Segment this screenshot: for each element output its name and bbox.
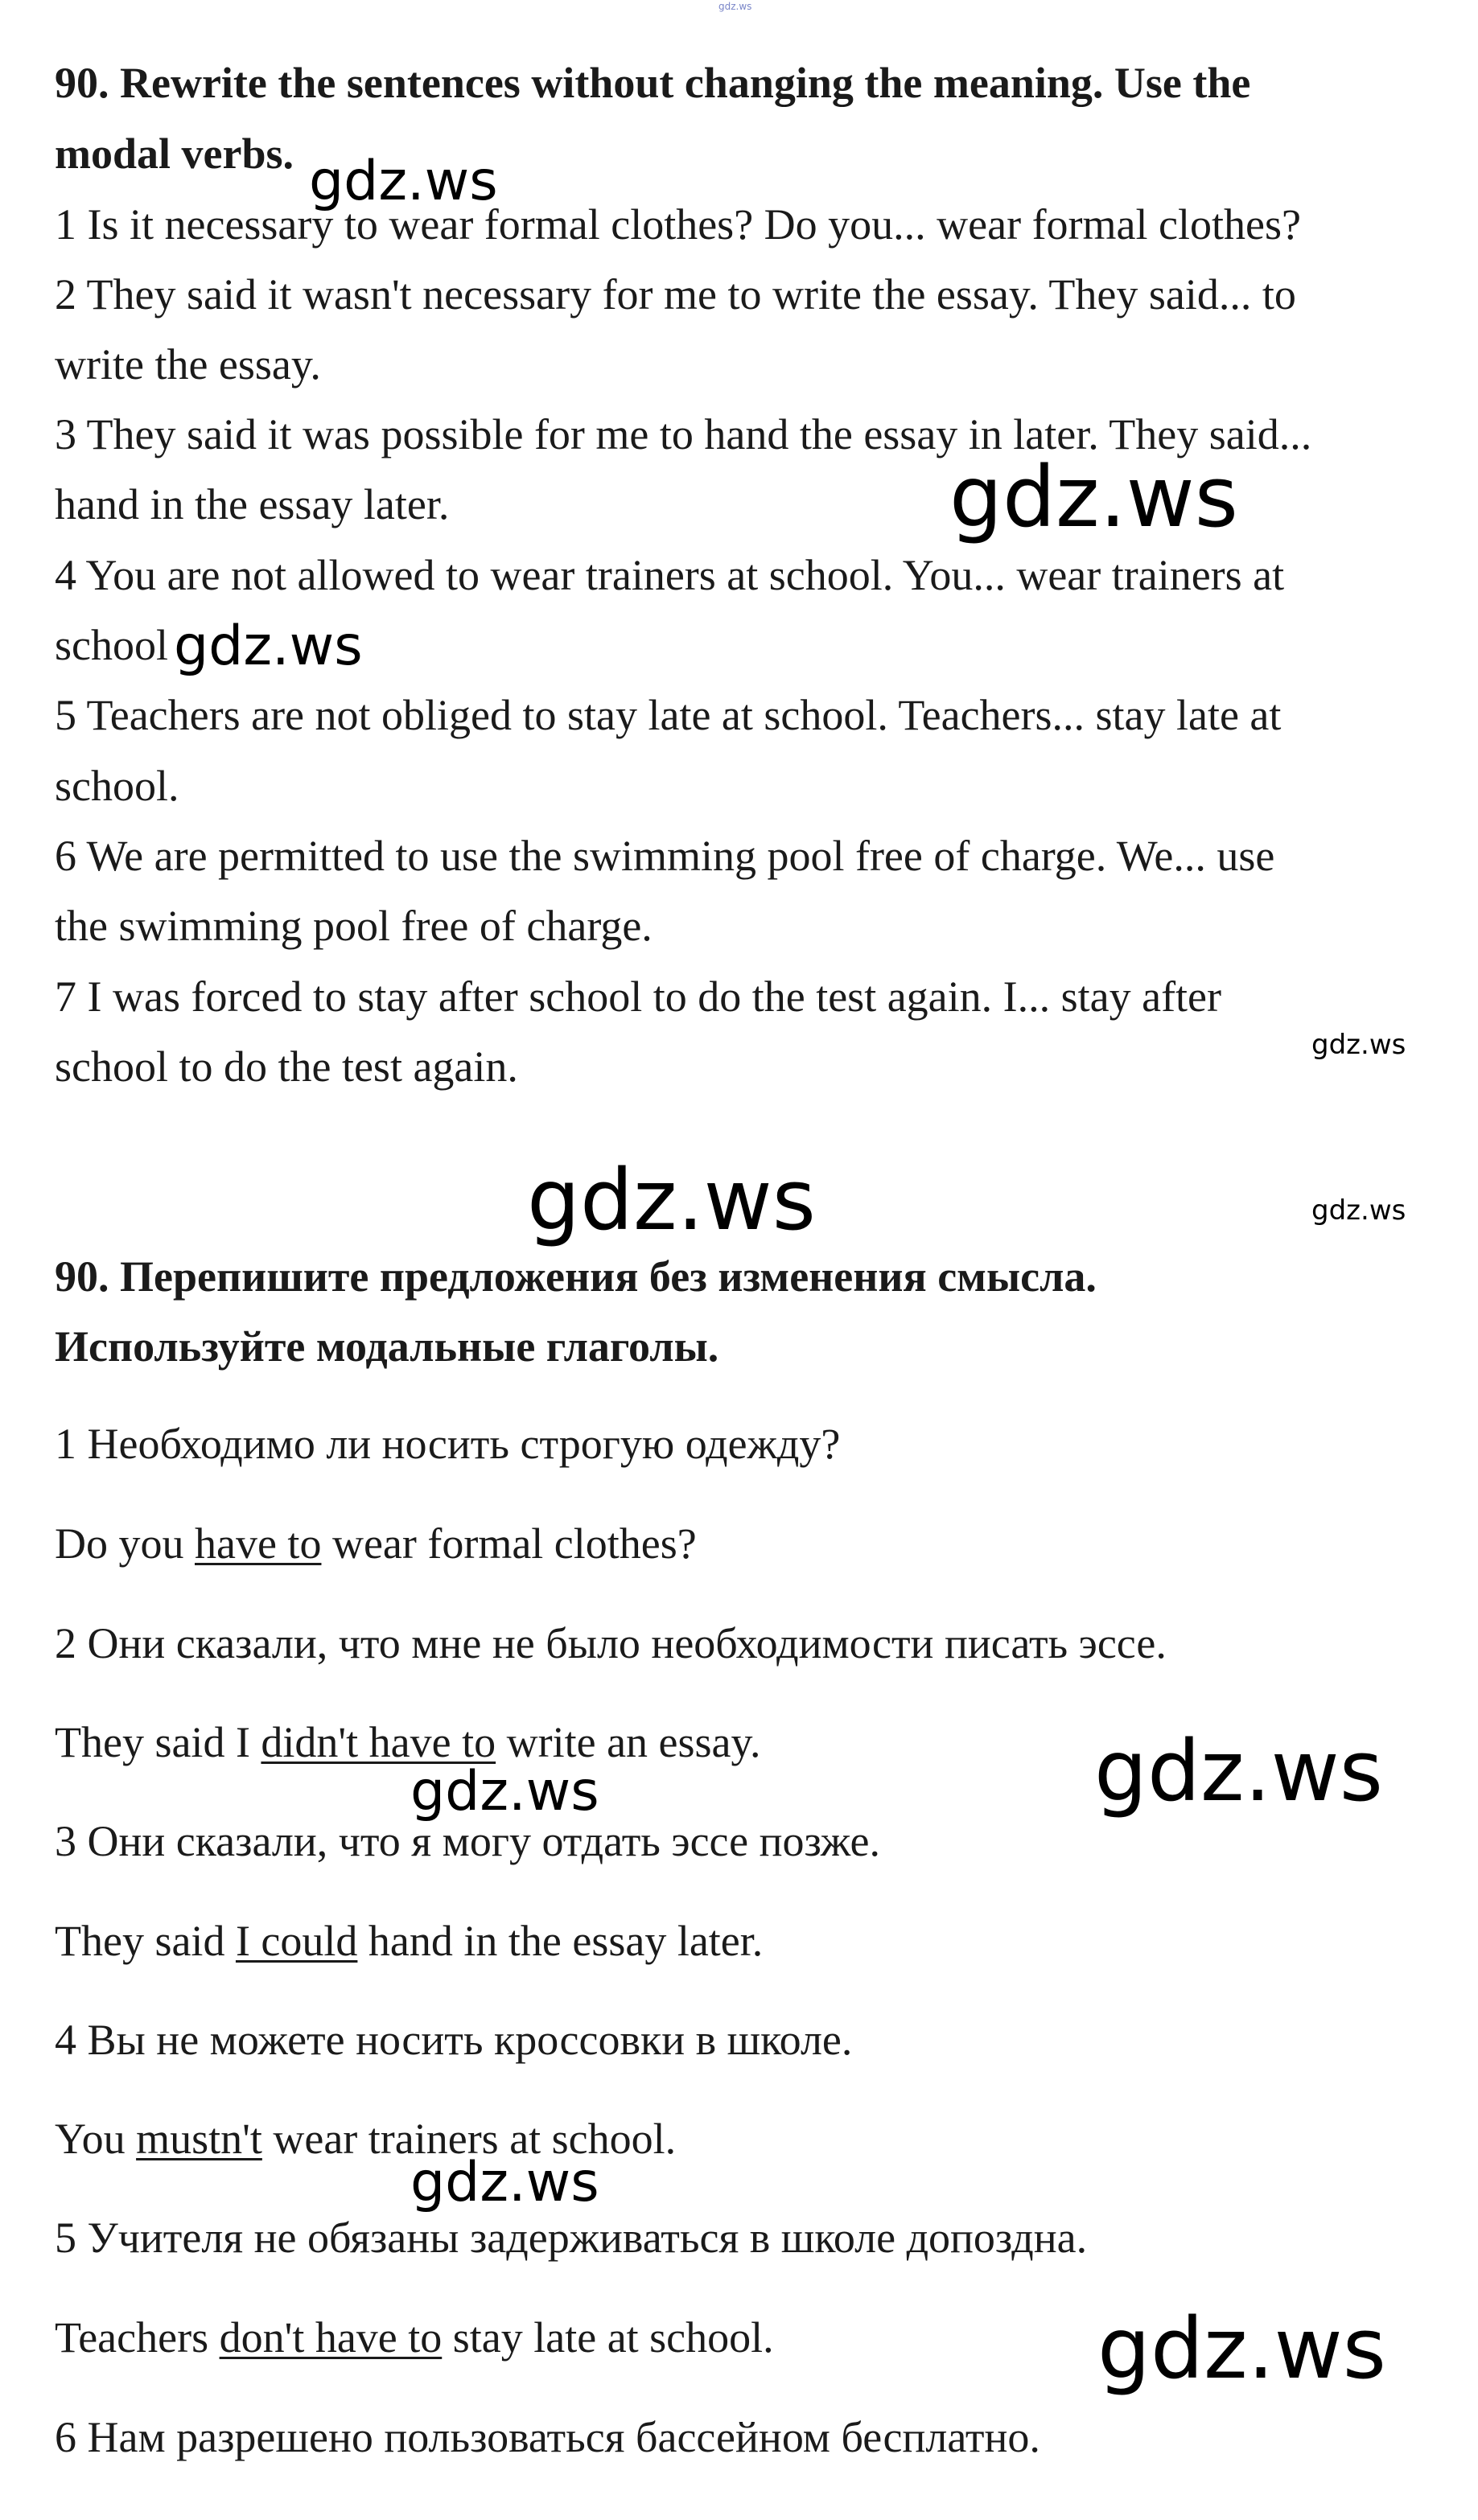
task-line: 2 They said it wasn't necessary for me to write the essay. They said... to <box>55 270 1296 319</box>
answer-ru-line: 4 Вы не можете носить кроссовки в школе. <box>55 2016 853 2064</box>
watermark: gdz.ws <box>1097 2300 1386 2398</box>
task-line: school to do the test again. <box>55 1042 518 1091</box>
task-line: school. <box>55 762 179 810</box>
task-line: 5 Teachers are not obliged to stay late at school. Teachers... stay late at <box>55 691 1282 739</box>
answer-en-line: Do you have to wear formal clothes? <box>55 1519 697 1568</box>
task-line: 4 You are not allowed to wear trainers at school. You... wear trainers at <box>55 551 1285 599</box>
answer-ru-line: 2 Они сказали, что мне не было необходимости писать эссе. <box>55 1619 1167 1667</box>
task-line: write the essay. <box>55 340 321 388</box>
answer-en-line: They said I could hand in the essay later. <box>55 1917 764 1965</box>
watermark: gdz.ws <box>718 1 752 12</box>
watermark: gdz.ws <box>1311 1194 1406 1227</box>
task-line: 1 Is it necessary to wear formal clothes? Do you... wear formal clothes? <box>55 200 1301 249</box>
watermark: gdz.ws <box>410 1760 599 1823</box>
answer-ru-line: 5 Учителя не обязаны задерживаться в школе допоздна. <box>55 2214 1088 2262</box>
task-line: 7 I was forced to stay after school to do the test again. I... stay after <box>55 972 1222 1021</box>
modal-answer: have to <box>195 1519 322 1568</box>
watermark: gdz.ws <box>949 448 1238 546</box>
modal-answer: didn't have to <box>261 1718 496 1766</box>
watermark: gdz.ws <box>527 1151 816 1249</box>
task-line: hand in the essay later. <box>55 480 450 528</box>
task-line: 6 We are permitted to use the swimming pool free of charge. We... use <box>55 832 1275 880</box>
answer-en-line: They said I didn't have to write an essay. <box>55 1718 761 1766</box>
task-line: the swimming pool free of charge. <box>55 902 653 950</box>
task-line: 3 They said it was possible for me to hand the essay in later. They said... <box>55 410 1312 458</box>
watermark: gdz.ws <box>1311 1029 1406 1061</box>
task-heading-ru-cont: Используйте модальные глаголы. <box>55 1322 719 1371</box>
answer-ru-line: 6 Нам разрешено пользоваться бассейном бесплатно. <box>55 2413 1040 2461</box>
task-line: school <box>55 621 168 669</box>
watermark: gdz.ws <box>309 150 498 213</box>
task-heading-en-cont: modal verbs. <box>55 129 294 178</box>
task-heading-ru: 90. Перепишите предложения без изменения смысла. <box>55 1252 1097 1301</box>
modal-answer: don't have to <box>219 2313 443 2362</box>
modal-answer: I could <box>235 1917 358 1965</box>
answer-ru-line: 3 Они сказали, что я могу отдать эссе позже. <box>55 1817 880 1865</box>
answer-en-line: Teachers don't have to stay late at school. <box>55 2313 774 2362</box>
watermark: gdz.ws <box>410 2151 599 2214</box>
watermark: gdz.ws <box>1094 1722 1383 1820</box>
modal-answer: mustn't <box>136 2115 262 2163</box>
answer-en-line: You mustn't wear trainers at school. <box>55 2115 677 2163</box>
answer-ru-line: 1 Необходимо ли носить строгую одежду? <box>55 1420 841 1468</box>
watermark: gdz.ws <box>174 615 363 678</box>
task-heading-en: 90. Rewrite the sentences without changing the meaning. Use the <box>55 59 1251 107</box>
